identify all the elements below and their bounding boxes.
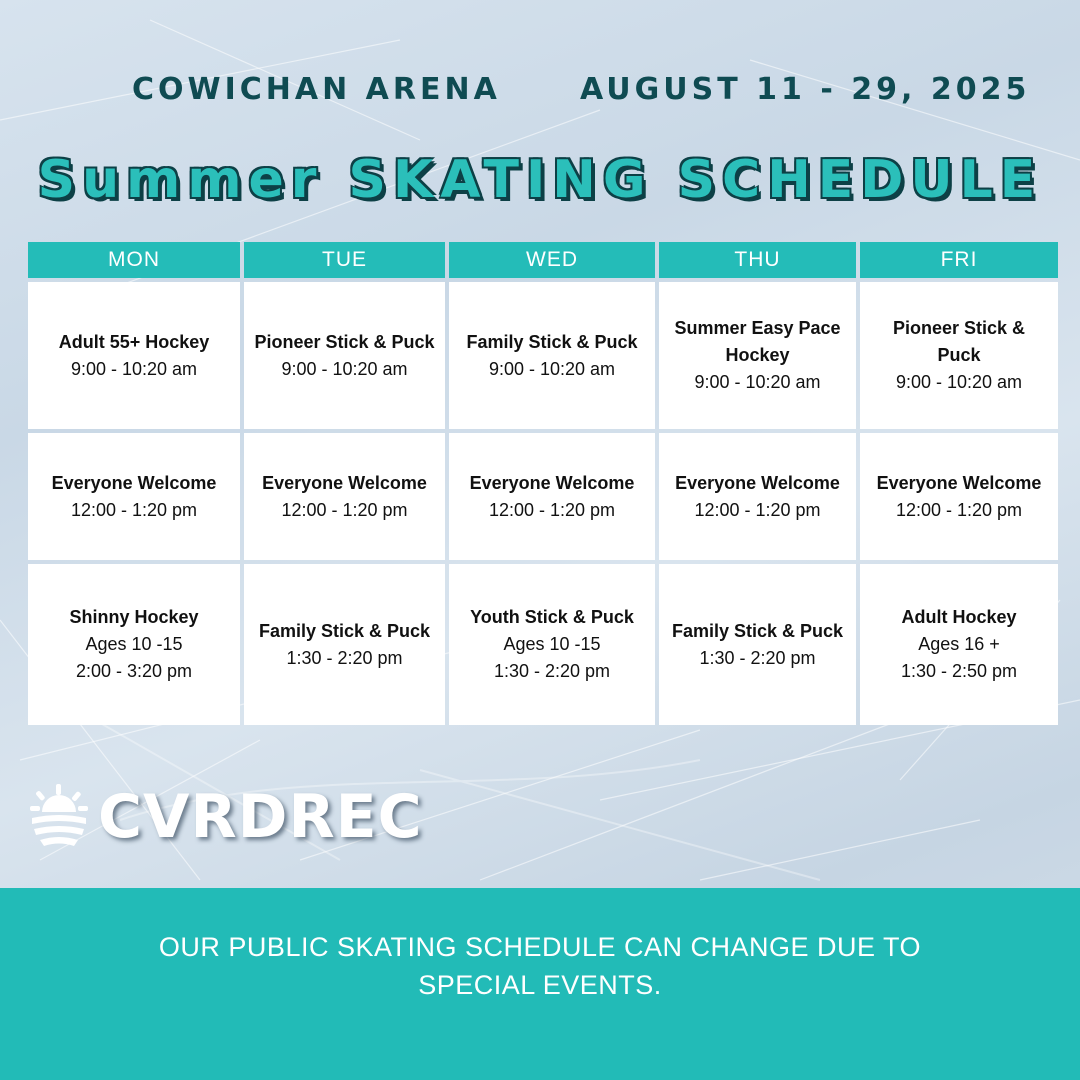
session-title: Shinny Hockey bbox=[69, 607, 199, 627]
schedule-grid bbox=[28, 242, 1058, 725]
session-time: 12:00 - 1:20 pm bbox=[70, 499, 198, 520]
session-title: Pioneer Stick & Puck bbox=[892, 318, 1026, 365]
session-title: Family Stick & Puck bbox=[671, 620, 844, 641]
session-title: Youth Stick & Puck bbox=[470, 607, 634, 627]
session-time: 9:00 - 10:20 am bbox=[488, 358, 616, 379]
footer-banner bbox=[0, 888, 1080, 1080]
session-cell bbox=[244, 564, 445, 725]
session-cell bbox=[449, 433, 655, 560]
day-header: FRI bbox=[860, 242, 1058, 278]
session-time: 2:00 - 3:20 pm bbox=[75, 661, 193, 681]
schedule-change-notice: OUR PUBLIC SKATING SCHEDULE CAN CHANGE DUE TO SPECIAL EVENTS. bbox=[158, 932, 922, 1000]
session-cell bbox=[28, 282, 240, 429]
day-header: WED bbox=[449, 242, 655, 278]
session-cell bbox=[860, 433, 1058, 560]
day-header: THU bbox=[659, 242, 856, 278]
session-title: Family Stick & Puck bbox=[466, 331, 638, 352]
session-time: 1:30 - 2:20 pm bbox=[699, 647, 816, 668]
session-time: 9:00 - 10:20 am bbox=[281, 358, 408, 379]
session-cell bbox=[659, 564, 856, 725]
session-time: 12:00 - 1:20 pm bbox=[488, 499, 616, 520]
session-cell bbox=[244, 282, 445, 429]
logo-text: CVRDREC bbox=[98, 782, 423, 852]
session-title: Everyone Welcome bbox=[675, 472, 840, 493]
session-title: Everyone Welcome bbox=[469, 472, 635, 493]
session-cell bbox=[860, 282, 1058, 429]
day-header: MON bbox=[28, 242, 240, 278]
session-title: Adult 55+ Hockey bbox=[58, 331, 210, 352]
session-ages: Ages 10 -15 bbox=[503, 634, 601, 654]
day-header: TUE bbox=[244, 242, 445, 278]
session-time: 12:00 - 1:20 pm bbox=[895, 499, 1023, 520]
session-cell bbox=[659, 433, 856, 560]
session-title: Everyone Welcome bbox=[262, 472, 427, 493]
date-range: AUGUST 11 - 29, 2025 bbox=[580, 72, 1031, 107]
sun-wave-icon bbox=[28, 782, 90, 852]
session-cell bbox=[449, 282, 655, 429]
session-title: Adult Hockey bbox=[901, 607, 1017, 627]
session-cell bbox=[28, 564, 240, 725]
column-fri bbox=[860, 242, 1058, 725]
session-cell bbox=[28, 433, 240, 560]
session-title: Family Stick & Puck bbox=[258, 620, 431, 641]
session-time: 9:00 - 10:20 am bbox=[70, 358, 198, 379]
session-ages: Ages 16 + bbox=[918, 634, 1000, 654]
session-ages: Ages 10 -15 bbox=[85, 634, 183, 654]
schedule-title: Summer SKATING SCHEDULE bbox=[37, 150, 1043, 210]
session-title: Summer Easy Pace Hockey bbox=[674, 318, 841, 365]
session-cell bbox=[659, 282, 856, 429]
column-mon bbox=[28, 242, 240, 725]
session-time: 1:30 - 2:20 pm bbox=[286, 647, 403, 668]
session-time: 9:00 - 10:20 am bbox=[895, 372, 1023, 392]
column-thu bbox=[659, 242, 856, 725]
venue-name: COWICHAN ARENA bbox=[132, 72, 501, 107]
column-tue bbox=[244, 242, 445, 725]
cvrdrec-logo bbox=[28, 780, 423, 852]
session-time: 1:30 - 2:50 pm bbox=[900, 661, 1018, 681]
session-cell bbox=[244, 433, 445, 560]
column-wed bbox=[449, 242, 655, 725]
session-cell bbox=[860, 564, 1058, 725]
session-time: 12:00 - 1:20 pm bbox=[694, 499, 821, 520]
session-title: Everyone Welcome bbox=[51, 472, 217, 493]
session-cell bbox=[449, 564, 655, 725]
session-time: 9:00 - 10:20 am bbox=[694, 372, 821, 392]
session-title: Pioneer Stick & Puck bbox=[254, 331, 435, 352]
session-title: Everyone Welcome bbox=[876, 472, 1042, 493]
session-time: 1:30 - 2:20 pm bbox=[493, 661, 611, 681]
session-time: 12:00 - 1:20 pm bbox=[281, 499, 408, 520]
